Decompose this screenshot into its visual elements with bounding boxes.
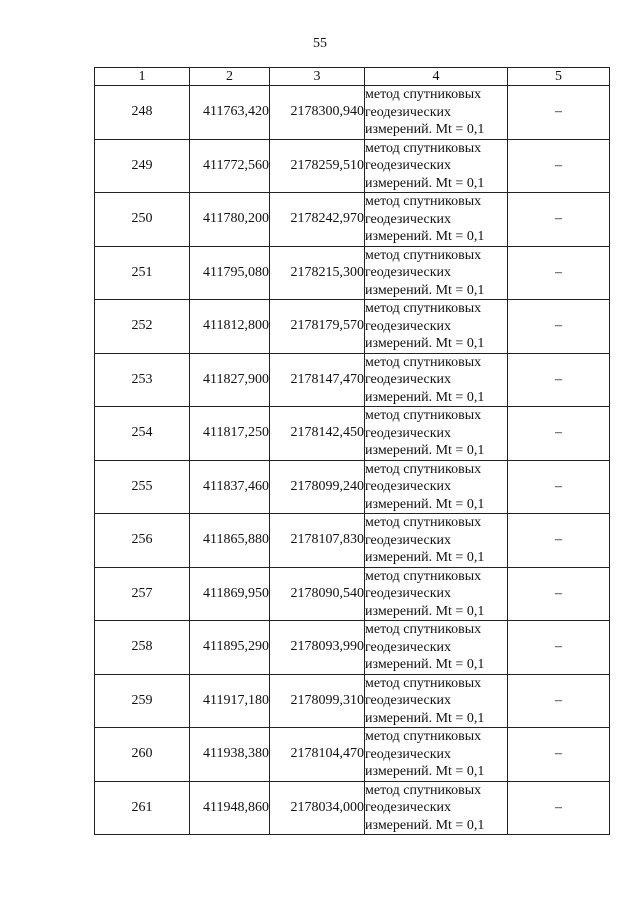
x-coordinate-cell: 411795,080 [190, 246, 270, 300]
x-coordinate-cell: 411938,380 [190, 728, 270, 782]
y-coordinate-cell: 2178300,940 [270, 86, 365, 140]
method-line: метод спутниковых [365, 140, 482, 156]
point-number-cell: 251 [95, 246, 190, 300]
method-line: геодезических [365, 104, 452, 120]
method-line: геодезических [365, 479, 452, 494]
method-line: метод спутниковых [365, 87, 482, 102]
point-number-cell: 258 [95, 621, 190, 675]
x-coordinate-cell: 411895,290 [190, 621, 270, 675]
y-coordinate-cell: 2178104,470 [270, 728, 365, 782]
method-cell [365, 514, 508, 568]
method-line: измерений. Mt = 0,1 [365, 496, 485, 512]
method-line: геодезических [365, 318, 452, 334]
point-number-cell: 260 [95, 728, 190, 782]
method-line: метод спутниковых [365, 622, 482, 637]
table-row [95, 621, 610, 675]
method-line: метод спутниковых [365, 408, 482, 423]
y-coordinate-cell: 2178179,570 [270, 300, 365, 354]
method-cell [365, 300, 508, 354]
y-coordinate-cell: 2178215,300 [270, 246, 365, 300]
note-cell: – [508, 193, 610, 247]
method-line: геодезических [365, 586, 452, 601]
x-coordinate-cell: 411917,180 [190, 674, 270, 728]
method-line: измерений. Mt = 0,1 [365, 122, 485, 137]
method-cell [365, 728, 508, 782]
note-cell: – [508, 460, 610, 514]
note-cell: – [508, 86, 610, 140]
method-line: геодезических [365, 800, 452, 815]
point-number-cell: 252 [95, 300, 190, 354]
table-body [95, 86, 610, 835]
method-cell [365, 567, 508, 621]
method-line: метод спутниковых [365, 247, 482, 263]
y-coordinate-cell: 2178142,450 [270, 407, 365, 461]
point-number-cell: 256 [95, 514, 190, 568]
table-header-row [95, 68, 610, 86]
y-coordinate-cell: 2178147,470 [270, 353, 365, 407]
y-coordinate-cell: 2178093,990 [270, 621, 365, 675]
method-cell [365, 674, 508, 728]
point-number-cell: 255 [95, 460, 190, 514]
column-header-2: 2 [190, 68, 270, 86]
method-cell [365, 86, 508, 140]
method-line: измерений. Mt = 0,1 [365, 175, 485, 191]
note-cell: – [508, 353, 610, 407]
note-cell: – [508, 621, 610, 675]
x-coordinate-cell: 411772,560 [190, 139, 270, 193]
column-header-5: 5 [508, 68, 610, 86]
method-line: измерений. Mt = 0,1 [365, 282, 485, 298]
method-line: геодезических [365, 425, 452, 441]
method-line: измерений. Mt = 0,1 [365, 764, 485, 779]
method-cell [365, 353, 508, 407]
method-line: метод спутниковых [365, 568, 482, 584]
table-row [95, 353, 610, 407]
method-line: метод спутниковых [365, 782, 482, 798]
method-line: измерений. Mt = 0,1 [365, 657, 485, 672]
method-line: метод спутниковых [365, 515, 482, 530]
method-cell [365, 407, 508, 461]
note-cell: – [508, 514, 610, 568]
method-line: метод спутниковых [365, 354, 482, 370]
table-row [95, 193, 610, 247]
method-line: измерений. Mt = 0,1 [365, 603, 485, 619]
method-line: метод спутниковых [365, 729, 482, 744]
note-cell: – [508, 567, 610, 621]
table-row [95, 781, 610, 835]
table-row [95, 300, 610, 354]
column-header-3: 3 [270, 68, 365, 86]
method-line: геодезических [365, 532, 452, 548]
note-cell: – [508, 781, 610, 835]
method-cell [365, 460, 508, 514]
column-header-4: 4 [365, 68, 508, 86]
x-coordinate-cell: 411817,250 [190, 407, 270, 461]
note-cell: – [508, 407, 610, 461]
method-line: измерений. Mt = 0,1 [365, 443, 485, 458]
y-coordinate-cell: 2178099,240 [270, 460, 365, 514]
table-row [95, 407, 610, 461]
method-line: измерений. Mt = 0,1 [365, 817, 485, 833]
point-number-cell: 254 [95, 407, 190, 461]
table-row [95, 460, 610, 514]
point-number-cell: 249 [95, 139, 190, 193]
method-line: геодезических [365, 211, 452, 227]
point-number-cell: 250 [95, 193, 190, 247]
method-line: измерений. Mt = 0,1 [365, 229, 485, 244]
y-coordinate-cell: 2178242,970 [270, 193, 365, 247]
y-coordinate-cell: 2178090,540 [270, 567, 365, 621]
method-line: геодезических [365, 158, 452, 173]
method-cell [365, 781, 508, 835]
page-number: 55 [313, 36, 327, 51]
method-line: измерений. Mt = 0,1 [365, 710, 485, 726]
method-line: измерений. Mt = 0,1 [365, 336, 485, 351]
method-cell [365, 246, 508, 300]
method-cell [365, 621, 508, 675]
x-coordinate-cell: 411780,200 [190, 193, 270, 247]
table-row [95, 728, 610, 782]
table-row [95, 514, 610, 568]
x-coordinate-cell: 411865,880 [190, 514, 270, 568]
column-header-1: 1 [95, 68, 190, 86]
method-line: метод спутниковых [365, 675, 482, 691]
point-number-cell: 261 [95, 781, 190, 835]
method-cell [365, 139, 508, 193]
note-cell: – [508, 300, 610, 354]
point-number-cell: 253 [95, 353, 190, 407]
method-line: геодезических [365, 372, 452, 387]
note-cell: – [508, 728, 610, 782]
method-line: геодезических [365, 746, 452, 762]
table-row [95, 674, 610, 728]
method-line: метод спутниковых [365, 194, 482, 209]
x-coordinate-cell: 411763,420 [190, 86, 270, 140]
y-coordinate-cell: 2178259,510 [270, 139, 365, 193]
x-coordinate-cell: 411812,800 [190, 300, 270, 354]
y-coordinate-cell: 2178034,000 [270, 781, 365, 835]
table-row [95, 567, 610, 621]
note-cell: – [508, 246, 610, 300]
point-number-cell: 259 [95, 674, 190, 728]
method-line: метод спутниковых [365, 301, 482, 316]
note-cell: – [508, 674, 610, 728]
table-row [95, 86, 610, 140]
table-row [95, 246, 610, 300]
x-coordinate-cell: 411948,860 [190, 781, 270, 835]
coordinates-table [94, 67, 610, 835]
note-cell: – [508, 139, 610, 193]
method-line: геодезических [365, 265, 452, 280]
method-line: геодезических [365, 639, 452, 655]
method-line: геодезических [365, 693, 452, 708]
point-number-cell: 257 [95, 567, 190, 621]
method-line: метод спутниковых [365, 461, 482, 477]
method-line: измерений. Mt = 0,1 [365, 550, 485, 565]
y-coordinate-cell: 2178099,310 [270, 674, 365, 728]
method-cell [365, 193, 508, 247]
table-row [95, 139, 610, 193]
point-number-cell: 248 [95, 86, 190, 140]
x-coordinate-cell: 411837,460 [190, 460, 270, 514]
y-coordinate-cell: 2178107,830 [270, 514, 365, 568]
x-coordinate-cell: 411827,900 [190, 353, 270, 407]
method-line: измерений. Mt = 0,1 [365, 389, 485, 405]
x-coordinate-cell: 411869,950 [190, 567, 270, 621]
